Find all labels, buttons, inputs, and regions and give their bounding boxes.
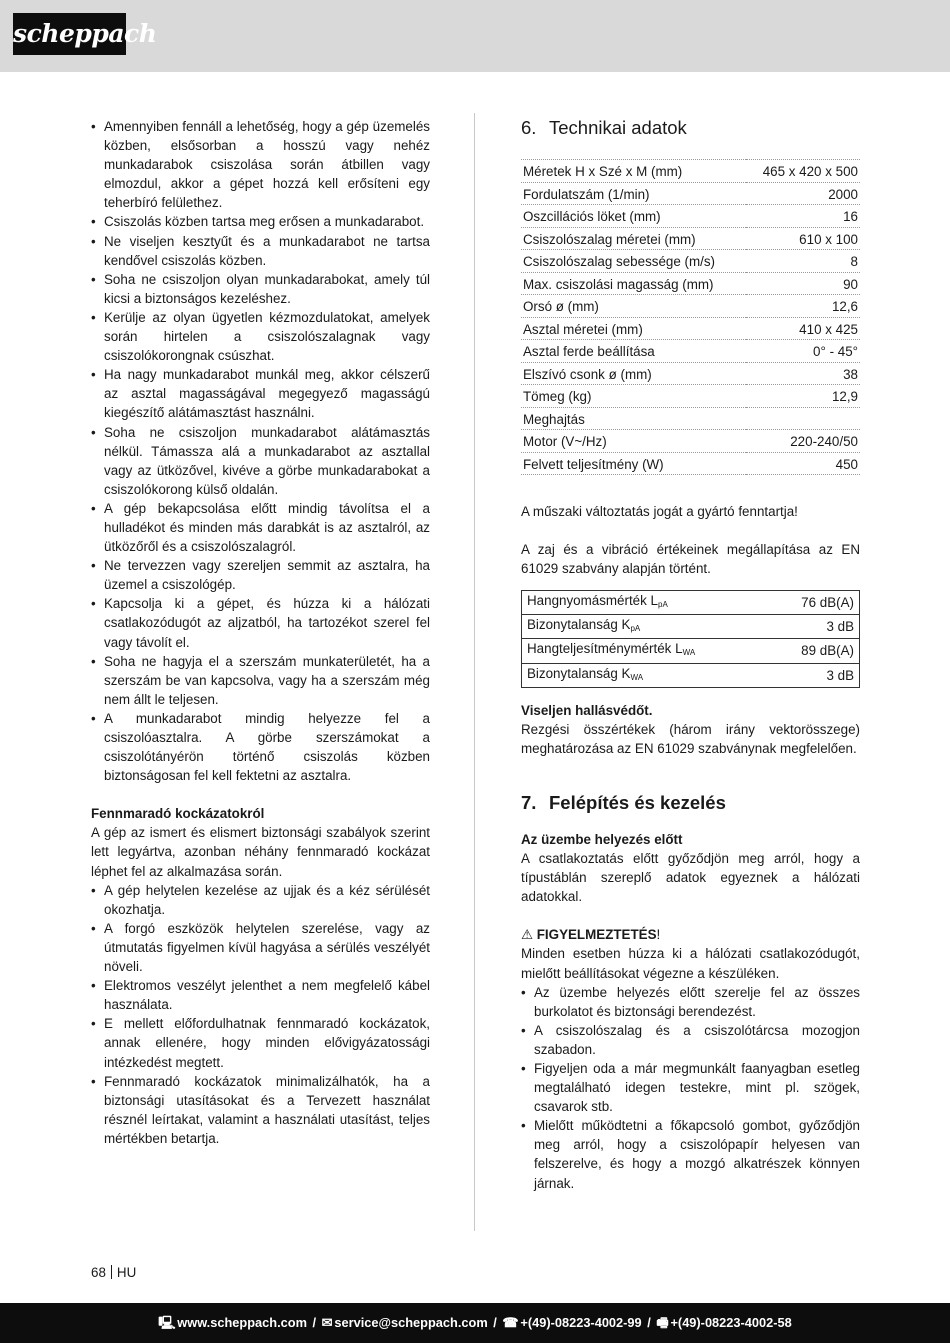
vibration-note: Rezgési összértékek (három irány vektorösszege) meghatározása az EN 61029 szabványnak megfelelően.	[521, 721, 860, 756]
spec-value: 450	[746, 452, 860, 475]
contact-separator: /	[312, 1315, 317, 1330]
table-row	[521, 317, 860, 340]
spec-value: 90	[746, 272, 860, 295]
spec-value: 38	[746, 362, 860, 385]
list-item: • A munkadarabot mindig helyezze fel a csiszolóasztalra. A görbe szerszámokat a csiszolótányérön történő csiszolás közben biztonságosan fel kell fektetni az asztalra.	[91, 709, 430, 785]
mail-icon: ✉	[321, 1315, 333, 1330]
website-link[interactable]: www.scheppach.com	[177, 1315, 307, 1330]
column-divider	[474, 113, 475, 1231]
spec-value	[746, 407, 860, 430]
noise-measurement-note: A zaj és a vibráció értékeinek megállapítása az EN 61029 szabvány alapján történt.	[521, 542, 860, 577]
spec-value: 610 x 100	[746, 227, 860, 250]
noise-value: 3 dB	[771, 663, 859, 687]
spec-value: 2000	[746, 182, 860, 205]
table-row	[521, 205, 860, 228]
list-item: • Soha ne csiszoljon munkadarabot alátámasztás nélkül. Támassza alá a munkadarabot az asztallal vagy az ütközővel, kivéve a görbe munkadarabokat a csiszolókorong külső oldalán.	[91, 423, 430, 499]
table-row	[522, 663, 860, 687]
spec-label: Orsó ø (mm)	[521, 295, 746, 318]
table-row	[521, 295, 860, 318]
fax-icon: 🖷	[656, 1315, 669, 1330]
table-row	[521, 385, 860, 408]
startup-heading: Az üzembe helyezés előtt	[521, 831, 683, 847]
noise-value: 3 dB	[771, 615, 859, 639]
spec-value: 410 x 425	[746, 317, 860, 340]
phone-icon: ☎	[502, 1315, 519, 1330]
list-item: • Ne viseljen kesztyűt és a munkadarabot ne tartsa kendővel csiszolás közben.	[91, 232, 430, 270]
list-item: • A csiszolószalag és a csiszolótárcsa mozogjon szabadon.	[521, 1021, 860, 1059]
table-row	[522, 615, 860, 639]
list-item: • A forgó eszközök helytelen szerelése, vagy az útmutatás figyelmen kívül hagyása a sérülés veszélyét növeli.	[91, 919, 430, 976]
safety-bullet-list	[91, 117, 430, 785]
page-footer	[91, 1265, 136, 1280]
table-row	[521, 182, 860, 205]
noise-label: Hangteljesítménymérték $L_{WA}$	[522, 639, 772, 663]
warning-text: Minden esetben húzza ki a hálózati csatlakozódugót, mielőtt beállításokat végezne a készüléken.	[521, 946, 860, 981]
noise-values-table	[521, 590, 860, 687]
warning-heading: ⚠ FIGYELMEZTETÉS!	[521, 927, 661, 943]
list-item: • Soha ne csiszoljon olyan munkadarabokat, amely túl kicsi a biztonságos kezeléshez.	[91, 270, 430, 308]
brand-logo: scheppach	[13, 13, 126, 55]
residual-risks-list	[91, 881, 430, 1148]
table-row	[522, 591, 860, 615]
spec-label: Csiszolószalag sebessége (m/s)	[521, 250, 746, 273]
spec-label: Asztal ferde beállítása	[521, 340, 746, 363]
spec-label: Asztal méretei (mm)	[521, 317, 746, 340]
noise-label: Bizonytalanság $K_{WA}$	[522, 663, 772, 687]
spec-label: Méretek H x Szé x M (mm)	[521, 160, 746, 183]
spec-label: Elszívó csonk ø (mm)	[521, 362, 746, 385]
list-item: • Ha nagy munkadarabot munkál meg, akkor célszerű az asztal magasságával megegyező magasságú kiegészítő alátámasztást használni.	[91, 365, 430, 422]
noise-label: Hangnyomásmérték $L_{pA}$	[522, 591, 772, 615]
spec-label: Csiszolószalag méretei (mm)	[521, 227, 746, 250]
table-row	[521, 250, 860, 273]
phone-number: +(49)-08223-4002-99	[520, 1315, 642, 1330]
footer-separator	[111, 1265, 112, 1279]
list-item: • Ne tervezzen vagy szereljen semmit az asztalra, ha üzemel a csiszológép.	[91, 556, 430, 594]
residual-risks-intro: A gép az ismert és elismert biztonsági szabályok szerint lett legyártva, azonban néhány fennmaradó kockázat léphet fel az alkalmazása során.	[91, 825, 430, 879]
page-number: 68	[91, 1265, 106, 1280]
computer-icon: 🖳	[158, 1315, 176, 1330]
spec-value: 12,9	[746, 385, 860, 408]
list-item: • Az üzembe helyezés előtt szerelje fel az összes burkolatot és biztonsági berendezést.	[521, 983, 860, 1021]
noise-value: 76 dB(A)	[771, 591, 859, 615]
header-bar	[0, 0, 950, 72]
table-row	[521, 227, 860, 250]
list-item: • Figyeljen oda a már megmunkált faanyagban esetleg megtalálható idegen testekre, mint pl. szögek, csavarok stb.	[521, 1059, 860, 1116]
noise-value: 89 dB(A)	[771, 639, 859, 663]
table-row	[522, 639, 860, 663]
list-item: • A gép bekapcsolása előtt mindig távolítsa el a hulladékot és minden más darabkát is az asztalról, az ütközőről és a csiszolószalagról.	[91, 499, 430, 556]
section-6-heading: 6. Technikai adatok	[521, 117, 687, 138]
spec-label: Felvett teljesítmény (W)	[521, 452, 746, 475]
startup-text: A csatlakoztatás előtt győződjön meg arról, hogy a típustáblán szereplő adatok egyeznek a hálózati adatokkal.	[521, 851, 860, 905]
spec-label: Max. csiszolási magasság (mm)	[521, 272, 746, 295]
list-item: • A gép helytelen kezelése az ujjak és a kéz sérülését okozhatja.	[91, 881, 430, 919]
email-link[interactable]: service@scheppach.com	[334, 1315, 488, 1330]
list-item: • Kerülje az olyan ügyetlen kézmozdulatokat, amelyek során hirtelen a csiszolószalagnak vagy csiszolókorongnak csúszhat.	[91, 308, 430, 365]
list-item: • Kapcsolja ki a gépet, és húzza ki a hálózati csatlakozódugót az aljzatból, ha tartozékot szerel fel vagy távolít el.	[91, 594, 430, 651]
spec-label: Motor (V~/Hz)	[521, 430, 746, 453]
contact-separator: /	[493, 1315, 497, 1330]
technical-data-table	[521, 159, 860, 475]
spec-label: Fordulatszám (1/min)	[521, 182, 746, 205]
startup-checklist	[521, 983, 860, 1193]
contact-bar	[0, 1303, 950, 1343]
residual-risks-heading: Fennmaradó kockázatokról	[91, 806, 265, 822]
list-item: • Csiszolás közben tartsa meg erősen a munkadarabot.	[91, 212, 430, 231]
language-code: HU	[116, 1265, 137, 1280]
list-item: • E mellett előfordulhatnak fennmaradó kockázatok, annak ellenére, hogy minden elővigyázatossági intézkedést megtett.	[91, 1014, 430, 1071]
table-row	[521, 430, 860, 453]
noise-label: Bizonytalanság $K_{pA}$	[522, 615, 772, 639]
section-7-heading: 7. Felépítés és kezelés	[521, 791, 726, 813]
technical-change-note: A műszaki változtatás jogát a gyártó fenntartja!	[521, 504, 798, 519]
spec-label: Oszcillációs löket (mm)	[521, 205, 746, 228]
contact-separator: /	[647, 1315, 651, 1330]
warning-triangle-icon: ⚠	[521, 927, 534, 943]
table-row	[521, 272, 860, 295]
table-row	[521, 452, 860, 475]
spec-value: 220-240/50	[746, 430, 860, 453]
left-column	[91, 117, 430, 1148]
right-column	[521, 117, 860, 1193]
spec-label: Meghajtás	[521, 407, 746, 430]
spec-value: 8	[746, 250, 860, 273]
list-item: • Fennmaradó kockázatok minimalizálhatók, ha a biztonsági utasításokat és a Tervezett használat résznél leírtakat, valamint a használati utasítást, teljes mértékben betartja.	[91, 1072, 430, 1148]
table-row	[521, 407, 860, 430]
spec-value: 16	[746, 205, 860, 228]
fax-number: +(49)-08223-4002-58	[670, 1315, 792, 1330]
table-row	[521, 160, 860, 183]
spec-value: 465 x 420 x 500	[746, 160, 860, 183]
list-item: • Amennyiben fennáll a lehetőség, hogy a gép üzemelés közben, elsősorban a hosszú vagy nehéz munkadarabok csiszolása során átbillen vagy elmozdul, akkor a gépet hozzá kell erősíteni egy teherbíró felülethez.	[91, 117, 430, 212]
spec-value: 0° - 45°	[746, 340, 860, 363]
list-item: • Elektromos veszélyt jelenthet a nem megfelelő kábel használata.	[91, 976, 430, 1014]
table-row	[521, 340, 860, 363]
list-item: • Mielőtt működtetni a főkapcsoló gombot, győződjön meg arról, hogy a csiszolópapír helyesen van felszerelve, és hogy a mozgó alkatrészek könnyen járnak.	[521, 1116, 860, 1192]
list-item: • Soha ne hagyja el a szerszám munkaterületét, ha a szerszám be van kapcsolva, vagy ha a szerszám még nem állt le teljesen.	[91, 652, 430, 709]
table-row	[521, 362, 860, 385]
spec-value: 12,6	[746, 295, 860, 318]
spec-label: Tömeg (kg)	[521, 385, 746, 408]
hearing-protection-heading: Viseljen hallásvédőt.	[521, 702, 653, 718]
